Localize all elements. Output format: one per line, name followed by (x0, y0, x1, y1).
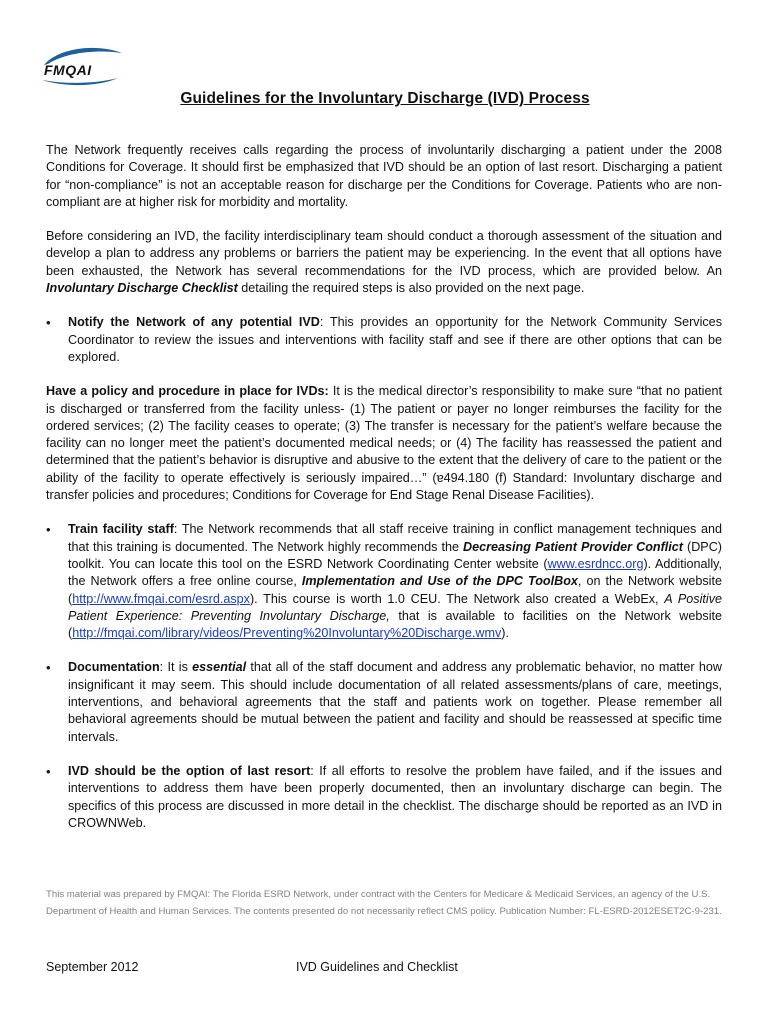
dpc-toolkit-emphasis: Decreasing Patient Provider Conflict (463, 539, 683, 554)
last-resort-heading: IVD should be the option of last resort (68, 763, 311, 778)
disclaimer-note: This material was prepared by FMQAI: The Florida ESRD Network, under contract with the Centers for Medicare & Medicaid Services, an agency of the U.S. Department of Health and Human Services. The contents presented do not necessarily reflect CMS policy. Publication Number: FL-ESRD-2012ESET2C-9-231. (46, 889, 722, 917)
logo-text: FMQAI (44, 62, 92, 78)
train-item: • Train facility staff: The Network recommends that all staff receive training in conflict management techniques and that this training is documented. The Network highly recommends the Decreasing Patient Provider Conflict (DPC) toolkit. You can locate this tool on the ESRD Network Coordinating Center website (www.esrdncc.org). Additionally, the Network offers a free online course, Implementation and Use of the DPC ToolBox, on the Network website (http://www.fmqai.com/esrd.aspx). This course is worth 1.0 CEU. The Network also created a WebEx, A Positive Patient Experience: Preventing Involuntary Discharge, that is available to facilities on the Network website (http://fmqai.com/library/videos/Preventing%20Involuntary%20Discharge.wmv). (68, 521, 722, 642)
footer-doc-title: IVD Guidelines and Checklist (296, 960, 458, 974)
train-heading: Train facility staff (68, 522, 174, 537)
notify-heading: Notify the Network of any potential IVD (68, 315, 320, 330)
documentation-heading: Documentation (68, 660, 160, 675)
documentation-list (46, 659, 722, 745)
notify-item: • Notify the Network of any potential IVD: This provides an opportunity for the Network Community Services Coordinator to review the issues and interventions with facility staff and see if there are other options that can be explored. (68, 314, 722, 366)
esrdncc-link[interactable]: www.esrdncc.org (547, 556, 644, 571)
intro-paragraph: The Network frequently receives calls regarding the process of involuntarily discharging a patient under the 2008 Conditions for Coverage. It should first be emphasized that IVD should be an option of last resort. Discharging a patient for “non-compliance” is not an acceptable reason for discharge per the Conditions for Coverage. Patients who are non-compliant are at higher risk for morbidity and mortality. (46, 143, 722, 209)
notify-list (46, 314, 722, 366)
train-list (46, 521, 722, 642)
policy-heading: Have a policy and procedure in place for IVDs: (46, 384, 329, 399)
fmqai-esrd-link[interactable]: http://www.fmqai.com/esrd.aspx (72, 591, 250, 606)
assessment-paragraph: Before considering an IVD, the facility interdisciplinary team should conduct a thorough assessment of the situation and develop a plan to address any problems or barriers the patient may be experiencing. In the event that all options have been exhausted, the Network has several recommendations for the IVD process, which are provided below. An Involuntary Discharge Checklist detailing the required steps is also provided on the next page. (46, 229, 722, 296)
policy-paragraph: Have a policy and procedure in place for IVDs: It is the medical director’s responsibility to make sure “that no patient is discharged or transferred from the facility unless- (1) The patient or payer no longer reimburses the facility for the ordered services; (2) The facility ceases to operate; (3) The transfer is necessary for the patient’s welfare because the facility can no longer meet the patient’s documented medical needs; or (4) The facility has reassessed the patient and determined that the patient’s behavior is disruptive and abusive to the extent that the delivery of care to the patient or the ability of the facility to operate effectively is seriously impaired…” (ɐ494.180 (f) Standard: Involuntary discharge and transfer policies and procedures; Conditions for Coverage for End Stage Renal Disease Facilities). (46, 384, 722, 503)
last-resort-item: • IVD should be the option of last resort: If all efforts to resolve the problem have failed, and if the issues and interventions to address them have been properly documented, then an involuntary discharge can begin. The specifics of this process are discussed in more detail in the checklist. The discharge should be reported as an IVD in CROWNWeb. (68, 763, 722, 832)
last-resort-list (46, 763, 722, 832)
fmqai-logo (38, 44, 124, 88)
logo-swoosh-bottom (42, 78, 118, 85)
webex-title: A Positive Patient Experience: Preventing Involuntary Discharge, (68, 591, 722, 623)
essential-emphasis: essential (192, 660, 247, 675)
webex-video-link[interactable]: http://fmqai.com/library/videos/Preventing%20Involuntary%20Discharge.wmv (72, 626, 502, 641)
checklist-emphasis: Involuntary Discharge Checklist (46, 281, 238, 296)
documentation-item: • Documentation: It is essential that all of the staff document and address any problematic behavior, no matter how insignificant it may seem. This should include documentation of all related assessments/plans of care, meetings, interventions, and behavioral agreements that the staff and patients work on together. Please remember all behavioral agreements should be mutual between the patient and facility and should be reassessed at specific time intervals. (68, 659, 722, 745)
dpc-course-emphasis: Implementation and Use of the DPC ToolBox (301, 574, 578, 589)
document-body (46, 142, 722, 849)
page-title: Guidelines for the Involuntary Discharge (IVD) Process (180, 90, 590, 107)
footer-date: September 2012 (46, 960, 139, 974)
